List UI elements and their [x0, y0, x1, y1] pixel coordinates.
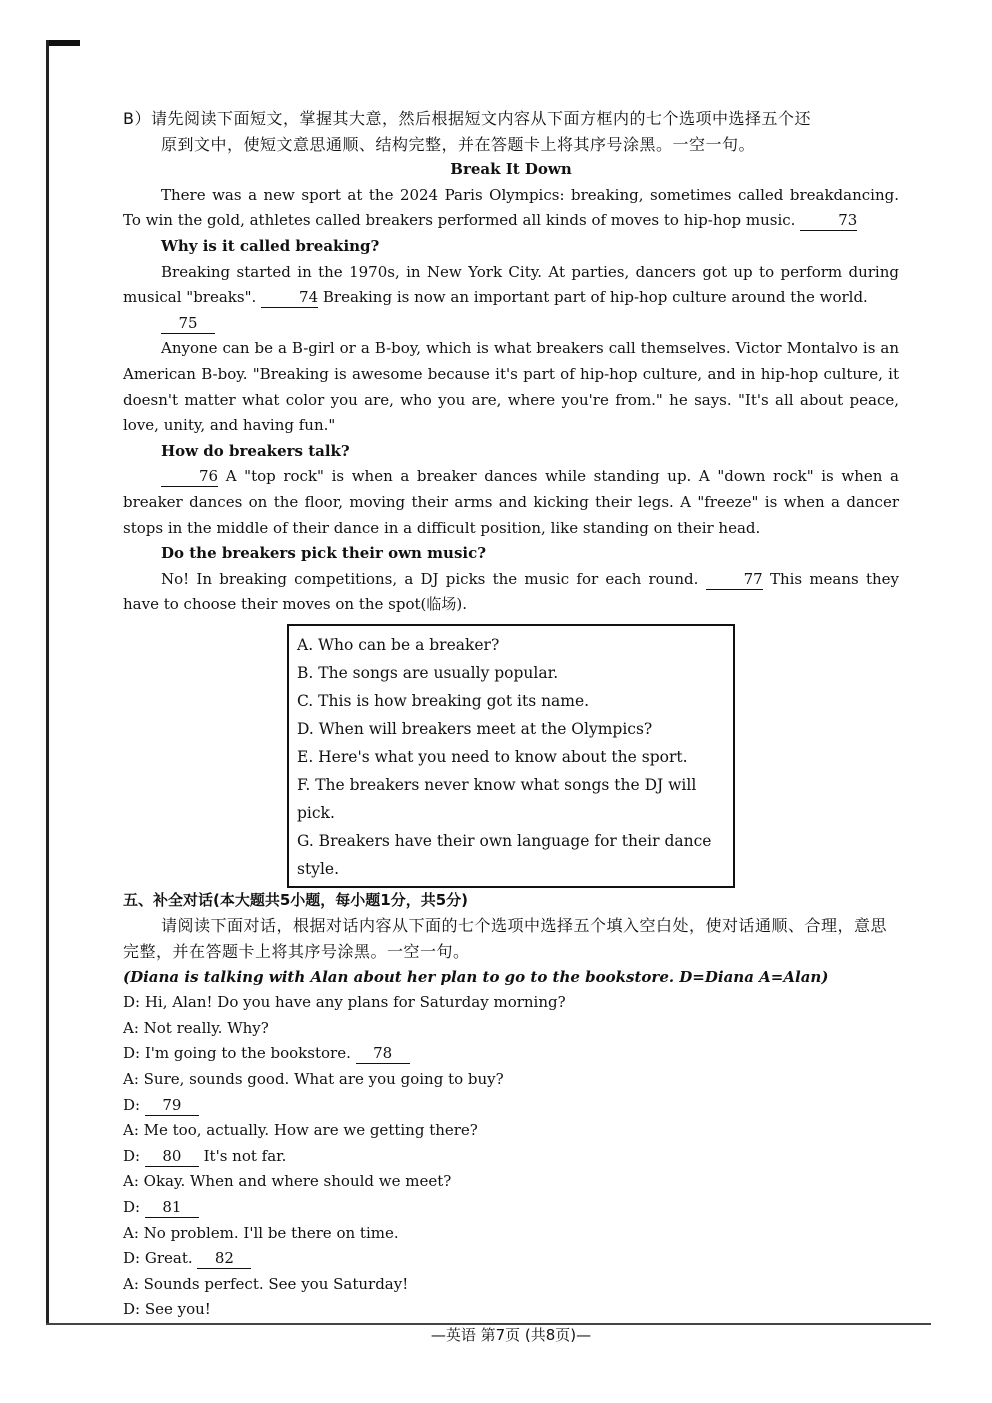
option-c: C. This is how breaking got its name.: [297, 691, 590, 710]
dialogue: [123, 990, 899, 1323]
part-b-instruction-line1: B）请先阅读下面短文，掌握其大意，然后根据短文内容从下面方框内的七个选项中选择五个还: [123, 109, 811, 128]
dialogue-line-8: A: Okay. When and where should we meet?: [123, 1172, 452, 1191]
bottom-rule: [46, 1323, 931, 1325]
left-margin-rule: [46, 40, 49, 1325]
blank-75-line: [123, 311, 899, 337]
option-b: B. The songs are usually popular.: [297, 663, 559, 682]
dialogue-line-3: [123, 1041, 899, 1067]
subheading-pick-music: Do the breakers pick their own music?: [161, 544, 487, 563]
blank-82: 82: [197, 1248, 251, 1269]
dialogue-context: (Diana is talking with Alan about her plan to go to the bookstore. D=Diana A=Alan): [123, 967, 829, 986]
blank-74: 74: [261, 287, 318, 308]
options-box: [287, 624, 735, 888]
page-footer: —英语 第7页 (共8页)—: [430, 1325, 592, 1344]
blank-73: 73: [800, 210, 857, 231]
corner-crop-mark: [46, 40, 80, 46]
page-content: [123, 106, 899, 1349]
paragraph-2: [123, 260, 899, 311]
option-f: F. The breakers never know what songs the DJ will pick.: [297, 775, 697, 822]
paragraph-1: [123, 183, 899, 234]
dialogue-line-9: [123, 1195, 899, 1221]
blank-76: 76: [161, 466, 218, 487]
dialogue-line-9-text: D:: [123, 1198, 145, 1216]
paragraph-1-text: There was a new sport at the 2024 Paris Olympics: breaking, sometimes called breakdancing. To win the gold, athletes called breakers performed all kinds of moves to hip-hop music.: [123, 185, 899, 230]
option-d: D. When will breakers meet at the Olympics?: [297, 719, 653, 738]
blank-78: 78: [356, 1043, 410, 1064]
section-five-instruction: 请阅读下面对话，根据对话内容从下面的七个选项中选择五个填入空白处，使对话通顺、合理，意思完整，并在答题卡上将其序号涂黑。一空一句。: [123, 916, 888, 962]
dialogue-line-3-text: D: I'm going to the bookstore.: [123, 1044, 356, 1063]
dialogue-line-13: D: See you!: [123, 1300, 211, 1319]
subheading-how-talk: How do breakers talk?: [161, 441, 350, 460]
dialogue-line-7: [123, 1144, 899, 1170]
dialogue-line-1: D: Hi, Alan! Do you have any plans for Saturday morning?: [123, 993, 566, 1012]
dialogue-line-2: A: Not really. Why?: [123, 1018, 269, 1037]
option-e: E. Here's what you need to know about the sport.: [297, 747, 688, 766]
passage-title: Break It Down: [450, 160, 572, 179]
paragraph-4: [123, 464, 899, 541]
part-b-instruction-line2: 原到文中，使短文意思通顺、结构完整，并在答题卡上将其序号涂黑。一空一句。: [161, 134, 756, 154]
paragraph-5: [123, 567, 899, 618]
paragraph-2-tail: Breaking is now an important part of hip-hop culture around the world.: [322, 288, 868, 307]
dialogue-line-7-tail: It's not far.: [198, 1146, 287, 1165]
subheading-why-breaking: Why is it called breaking?: [161, 236, 380, 255]
dialogue-line-7-text: D:: [123, 1146, 145, 1165]
dialogue-line-6: A: Me too, actually. How are we getting there?: [123, 1121, 478, 1140]
blank-81: 81: [145, 1197, 199, 1218]
blank-80: 80: [145, 1146, 199, 1167]
paragraph-2-text: Breaking started in the 1970s, in New York City. At parties, dancers got up to perform during musical "breaks".: [123, 262, 899, 307]
blank-75: 75: [161, 313, 215, 334]
blank-77: 77: [706, 569, 763, 590]
blank-79: 79: [145, 1095, 199, 1116]
paragraph-5-text: No! In breaking competitions, a DJ picks the music for each round.: [161, 569, 699, 588]
option-a: A. Who can be a breaker?: [297, 635, 500, 654]
paragraph-4-text: A "top rock" is when a breaker dances while standing up. A "down rock" is when a breaker dances on the floor, moving their arms and kicking their legs. A "freeze" is when a dancer stops in the middle of their dance in a difficult position, like standing on their head.: [123, 467, 899, 537]
dialogue-line-11: [123, 1246, 899, 1272]
option-g: G. Breakers have their own language for their dance style.: [297, 831, 712, 878]
paragraph-5-tail: This means they have to choose their moves on the spot(临场).: [123, 569, 899, 614]
dialogue-line-11-text: D: Great.: [123, 1249, 198, 1268]
dialogue-line-4: A: Sure, sounds good. What are you going to buy?: [123, 1070, 504, 1089]
dialogue-line-5-text: D:: [123, 1095, 145, 1114]
dialogue-line-12: A: Sounds perfect. See you Saturday!: [123, 1274, 409, 1293]
section-five-heading: 五、补全对话(本大题共5小题，每小题1分，共5分): [123, 890, 469, 909]
paragraph-3: Anyone can be a B-girl or a B-boy, which is what breakers call themselves. Victor Montalvo is an American B-boy. "Breaking is awesome because it's part of hip-hop culture, and in hip-hop culture, it doesn't matter what color you are, who you are, where you're from." he says. "It's all about peace, love, unity, and having fun.": [123, 339, 899, 435]
dialogue-line-5: [123, 1093, 899, 1119]
dialogue-line-10: A: No problem. I'll be there on time.: [123, 1223, 399, 1242]
